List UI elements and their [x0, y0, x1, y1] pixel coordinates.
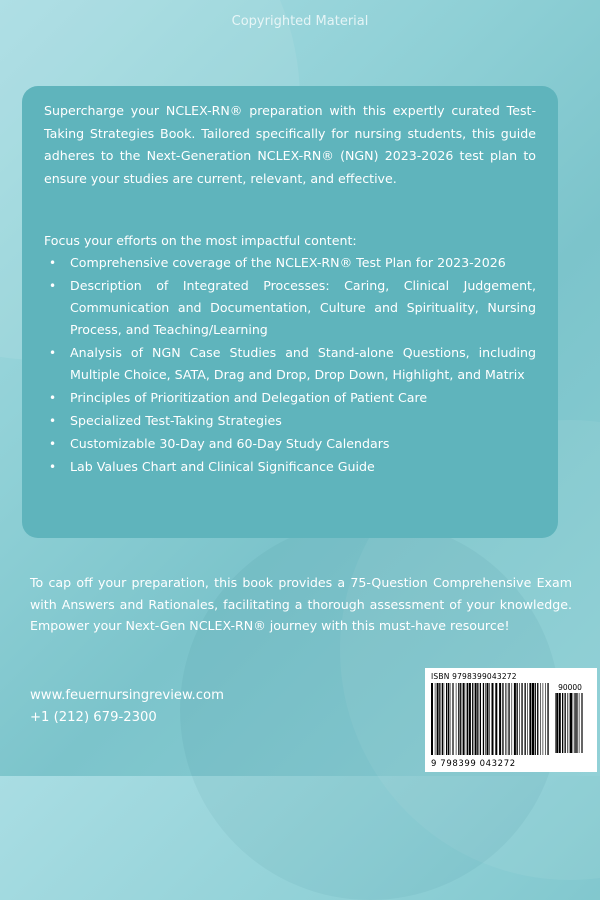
barcode-bar — [444, 683, 445, 755]
barcode-bar — [579, 693, 580, 753]
barcode-bar — [431, 683, 433, 755]
focus-heading: Focus your efforts on the most impactful content: — [44, 233, 357, 248]
barcode-bar — [456, 683, 457, 755]
barcode-bar — [439, 683, 440, 755]
barcode-bar — [508, 683, 509, 755]
barcode-bar — [477, 683, 478, 755]
barcode-bar — [581, 693, 582, 753]
addon-barcode-block — [555, 683, 585, 753]
feature-text: Principles of Prioritization and Delegation of Patient Care — [70, 390, 428, 405]
barcode-bar — [565, 693, 566, 753]
barcode-bar — [499, 683, 501, 755]
closing-paragraph: To cap off your preparation, this book provides a 75-Question Comprehensive Exam with Answers and Rationales, facilitating a thorough assessment of your knowledge. Empower your Next-Gen NCLEX-RN® journey with this must-have resource! — [30, 575, 572, 633]
barcode-bar — [559, 693, 561, 753]
barcode-bar — [483, 683, 484, 755]
feature-item — [49, 410, 536, 432]
feature-item — [49, 387, 536, 409]
barcode-bar — [567, 693, 568, 753]
feature-text: Comprehensive coverage of the NCLEX-RN® Test Plan for 2023-2026 — [70, 255, 506, 270]
feature-text: Specialized Test-Taking Strategies — [70, 413, 282, 428]
barcode-bar — [570, 693, 572, 753]
bullet-icon: • — [49, 460, 57, 474]
barcode-bar — [562, 693, 563, 753]
barcode-bar — [537, 683, 538, 755]
feature-item — [49, 275, 536, 341]
barcode-bar — [545, 683, 546, 755]
copyright-watermark: Copyrighted Material — [231, 14, 369, 29]
addon-number: 90000 — [558, 683, 582, 692]
barcode-bar — [521, 683, 522, 755]
barcode-bar — [435, 683, 436, 755]
feature-item — [49, 433, 536, 455]
barcode-bar — [458, 683, 459, 755]
barcode-bar — [480, 683, 481, 755]
barcode-bar — [460, 683, 461, 755]
barcode-bar — [442, 683, 443, 755]
barcode-bar — [540, 683, 541, 755]
barcode-bar — [495, 683, 497, 755]
feature-item — [49, 456, 536, 478]
feature-text: Description of Integrated Processes: Caring, Clinical Judgement, Communication and Documentation, Culture and Spirituality, Nursing Process, and Teaching/Learning — [70, 278, 536, 337]
barcode-bar — [453, 683, 454, 755]
feature-text: Lab Values Chart and Clinical Significance Guide — [70, 459, 375, 474]
barcode-bar — [582, 693, 583, 753]
feature-list — [44, 252, 536, 478]
website-text: www.feuernursingreview.com — [30, 688, 224, 703]
contact-info — [30, 686, 224, 730]
barcode-bar — [543, 683, 544, 755]
bullet-icon: • — [49, 437, 57, 451]
isbn-barcode — [425, 668, 597, 772]
barcode-bar — [573, 693, 574, 753]
barcode-bar — [492, 683, 494, 755]
barcode-digits: 9 798399 043272 — [431, 759, 516, 769]
barcode-bar — [448, 683, 449, 755]
barcode-bar — [576, 693, 577, 753]
main-barcode-bars — [431, 683, 549, 755]
barcode-bar — [467, 683, 468, 755]
barcode-bar — [519, 683, 520, 755]
intro-paragraph: Supercharge your NCLEX-RN® preparation with this expertly curated Test-Taking Strategies Book. Tailored specifically for nursing students, this guide adheres to the Next-Generation NCLEX-RN® (NGN) 2023-2026 test plan to ensure your studies are current, relevant, and effective. — [44, 103, 536, 186]
barcode-bar — [569, 693, 570, 753]
bullet-icon: • — [49, 346, 57, 360]
description-panel — [22, 86, 558, 538]
bullet-icon: • — [49, 256, 57, 270]
barcode-bar — [502, 683, 503, 755]
isbn-label: ISBN 9798399043272 — [431, 672, 517, 681]
barcode-bar — [475, 683, 477, 755]
main-barcode-block — [431, 683, 549, 769]
addon-barcode-bars — [555, 693, 585, 753]
barcode-bar — [469, 683, 471, 755]
barcode-bar — [446, 683, 447, 755]
barcode-bar — [452, 683, 453, 755]
barcode-bar — [487, 683, 489, 755]
barcode-bar — [466, 683, 467, 755]
feature-text: Analysis of NGN Case Studies and Stand-alone Questions, including Multiple Choice, SATA, Drag and Drop, Drop Down, Highlight, and Matrix — [70, 345, 536, 382]
barcode-bar — [556, 693, 558, 753]
phone-text: +1 (212) 679-2300 — [30, 710, 157, 725]
barcode-bar — [472, 683, 473, 755]
barcode-bar — [512, 683, 513, 755]
barcode-bar — [463, 683, 465, 755]
barcode-bar — [529, 683, 531, 755]
feature-text: Customizable 30-Day and 60-Day Study Calendars — [70, 436, 390, 451]
barcode-bar — [489, 683, 490, 755]
barcode-bar — [527, 683, 528, 755]
barcode-bar — [507, 683, 508, 755]
bullet-icon: • — [49, 279, 57, 293]
barcode-bar — [535, 683, 536, 755]
bullet-icon: • — [49, 391, 57, 405]
barcode-bar — [525, 683, 526, 755]
feature-item — [49, 252, 536, 274]
barcode-bar — [514, 683, 516, 755]
barcode-bar — [555, 693, 556, 753]
barcode-row — [431, 683, 591, 769]
barcode-bar — [547, 683, 548, 755]
bullet-icon: • — [49, 414, 57, 428]
barcode-bar — [437, 683, 439, 755]
barcode-bar — [517, 683, 518, 755]
feature-item — [49, 342, 536, 386]
barcode-bar — [450, 683, 451, 755]
barcode-bar — [485, 683, 486, 755]
barcode-bar — [532, 683, 534, 755]
barcode-bar — [505, 683, 506, 755]
barcode-bar — [574, 693, 575, 753]
